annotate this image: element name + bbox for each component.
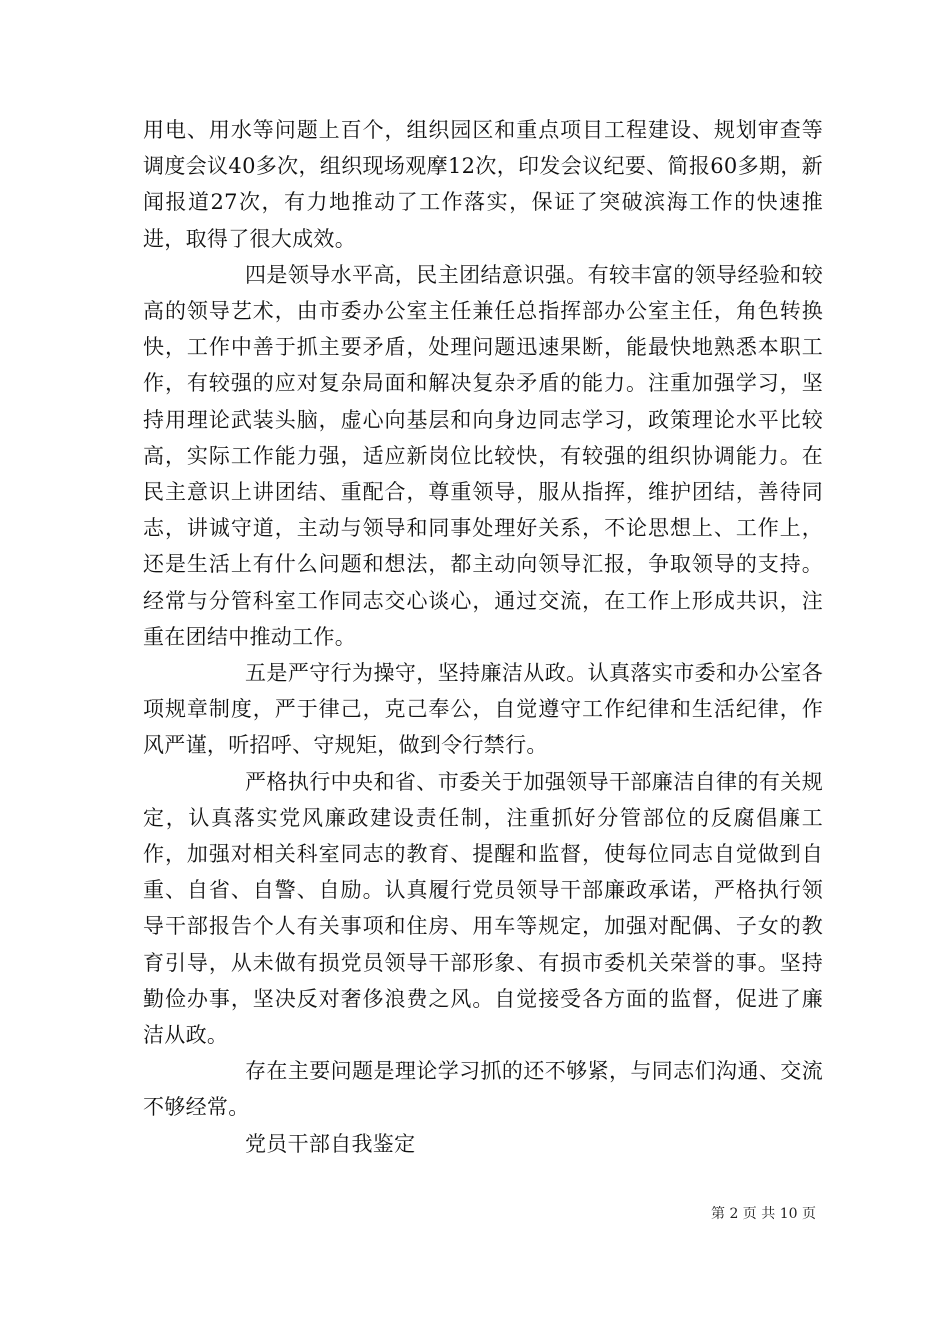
paragraph-1: 用电、用水等问题上百个，组织园区和重点项目工程建设、规划审查等调度会议40多次，组织现场观摩12次，印发会议纪要、简报60多期，新闻报道27次，有力地推动了工作落实，保证了突破滨海工作的快速推进，取得了很大成效。 [143, 118, 823, 251]
document-body [143, 112, 823, 1162]
page-number-footer: 第 2 页 共 10 页 [711, 1206, 816, 1222]
paragraph-6: 党员干部自我鉴定 [245, 1131, 416, 1156]
paragraph-4: 严格执行中央和省、市委关于加强领导干部廉洁自律的有关规定，认真落实党风廉政建设责任制，注重抓好分管部位的反腐倡廉工作，加强对相关科室同志的教育、提醒和监督，使每位同志自觉做到自重、自省、自警、自励。认真履行党员领导干部廉政承诺，严格执行领导干部报告个人有关事项和住房、用车等规定，加强对配偶、子女的教育引导，从未做有损党员领导干部形象、有损市委机关荣誉的事。坚持勤俭办事，坚决反对奢侈浪费之风。自觉接受各方面的监督，促进了廉洁从政。 [143, 769, 823, 1048]
paragraph-2: 四是领导水平高，民主团结意识强。有较丰富的领导经验和较高的领导艺术，由市委办公室主任兼任总指挥部办公室主任，角色转换快，工作中善于抓主要矛盾，处理问题迅速果断，能最快地熟悉本职工作，有较强的应对复杂局面和解决复杂矛盾的能力。注重加强学习，坚持用理论武装头脑，虚心向基层和向身边同志学习，政策理论水平比较高，实际工作能力强，适应新岗位比较快，有较强的组织协调能力。在民主意识上讲团结、重配合，尊重领导，服从指挥，维护团结，善待同志，讲诚守道，主动与领导和同事处理好关系，不论思想上、工作上，还是生活上有什么问题和想法，都主动向领导汇报，争取领导的支持。经常与分管科室工作同志交心谈心，通过交流，在工作上形成共识，注重在团结中推动工作。 [143, 262, 823, 649]
paragraph-3: 五是严守行为操守，坚持廉洁从政。认真落实市委和办公室各项规章制度，严于律己，克己奉公，自觉遵守工作纪律和生活纪律，作风严谨，听招呼、守规矩，做到令行禁行。 [143, 661, 823, 758]
paragraph-5: 存在主要问题是理论学习抓的还不够紧，与同志们沟通、交流不够经常。 [143, 1059, 823, 1120]
